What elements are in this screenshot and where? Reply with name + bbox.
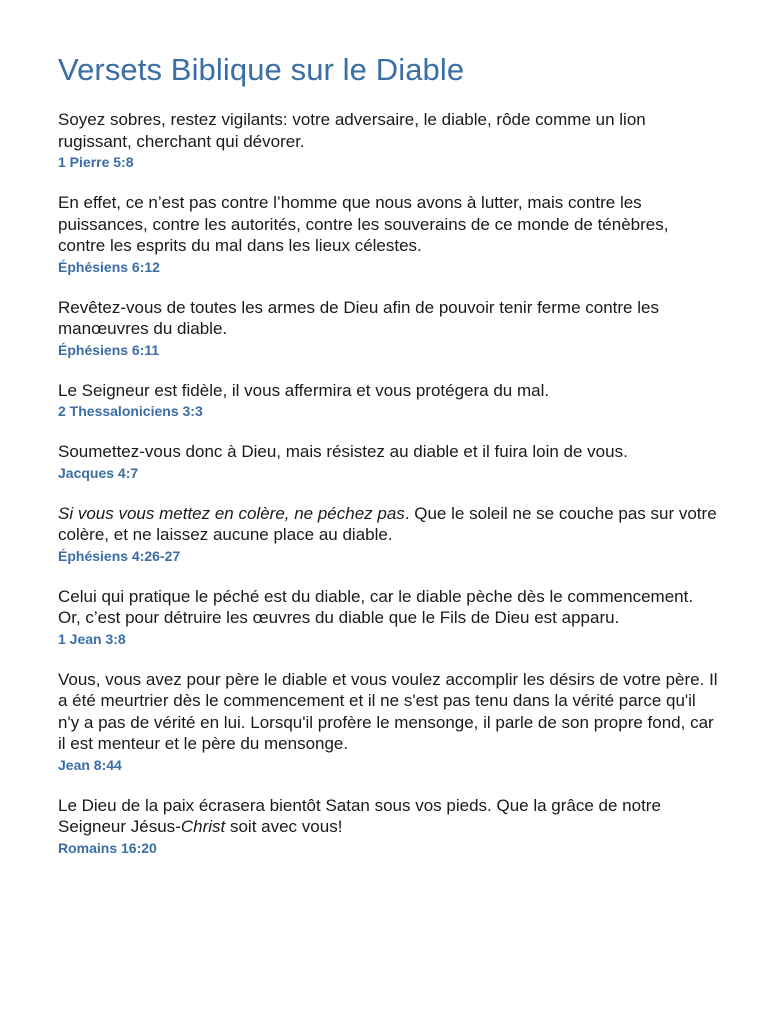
verse-reference: Jean 8:44 (58, 756, 122, 773)
verse-reference: 1 Pierre 5:8 (58, 154, 134, 170)
verse-block (58, 192, 718, 277)
verse-reference: 2 Thessaloniciens 3:3 (58, 403, 203, 419)
document-page (58, 50, 718, 878)
verse-reference: 1 Jean 3:8 (58, 630, 126, 647)
verse-block (58, 297, 718, 360)
verse-block (58, 109, 718, 172)
verse-text-after: soit avec vous! (225, 817, 343, 836)
page-title: Versets Biblique sur le Diable (58, 52, 465, 87)
verse-text-before: Le Dieu de la paix écrasera bientôt Satan sous vos pieds. Que la grâce de notre Seigneur Jésus- (58, 795, 661, 836)
verse-block (58, 503, 718, 566)
verse-text: En effet, ce n’est pas contre l’homme que nous avons à lutter, mais contre les puissances, contre les autorités, contre les souverains de ce monde de ténèbres, contre les esprits du mal dans les lieux célestes. (58, 193, 669, 255)
verse-block (58, 586, 718, 649)
verse-reference: Éphésiens 4:26-27 (58, 547, 181, 564)
verse-text: Revêtez-vous de toutes les armes de Dieu afin de pouvoir tenir ferme contre les manœuvres du diable. (58, 297, 659, 338)
verse-text: Soyez sobres, restez vigilants: votre adversaire, le diable, rôde comme un lion rugissant, cherchant qui dévorer. (58, 110, 646, 151)
verse-text: Le Seigneur est fidèle, il vous affermira et vous protégera du mal. (58, 380, 550, 400)
verse-text: Soumettez-vous donc à Dieu, mais résistez au diable et il fuira loin de vous. (58, 442, 628, 461)
verse-block (58, 795, 718, 858)
verse-text: Vous, vous avez pour père le diable et vous voulez accomplir les désirs de votre père. Il a été meurtrier dès le commencement et il ne s'est pas tenu dans la vérité parce qu'il n'y a pas de vérité en lui. Lorsqu'il profère le mensonge, il parle de son propre fond, car il est menteur et le père du mensonge. (58, 669, 718, 753)
verse-block (58, 669, 718, 775)
verse-reference: Romains 16:20 (58, 839, 157, 856)
verse-block (58, 380, 718, 422)
verse-reference: Éphésiens 6:11 (58, 341, 160, 358)
verse-text-rest: . Que le soleil ne se couche pas sur votre colère, et ne laissez aucune place au diable. (58, 503, 717, 544)
verse-reference: Éphésiens 6:12 (58, 258, 160, 275)
verse-text (58, 795, 718, 838)
verse-reference: Jacques 4:7 (58, 464, 139, 481)
verse-block (58, 441, 718, 483)
verse-text (58, 503, 718, 546)
verse-text-italic: Christ (180, 817, 226, 836)
verse-text: Celui qui pratique le péché est du diable, car le diable pèche dès le commencement. Or, c’est pour détruire les œuvres du diable que le Fils de Dieu est apparu. (58, 586, 694, 627)
verse-text-italic: Si vous vous mettez en colère, ne péchez pas (58, 503, 405, 523)
